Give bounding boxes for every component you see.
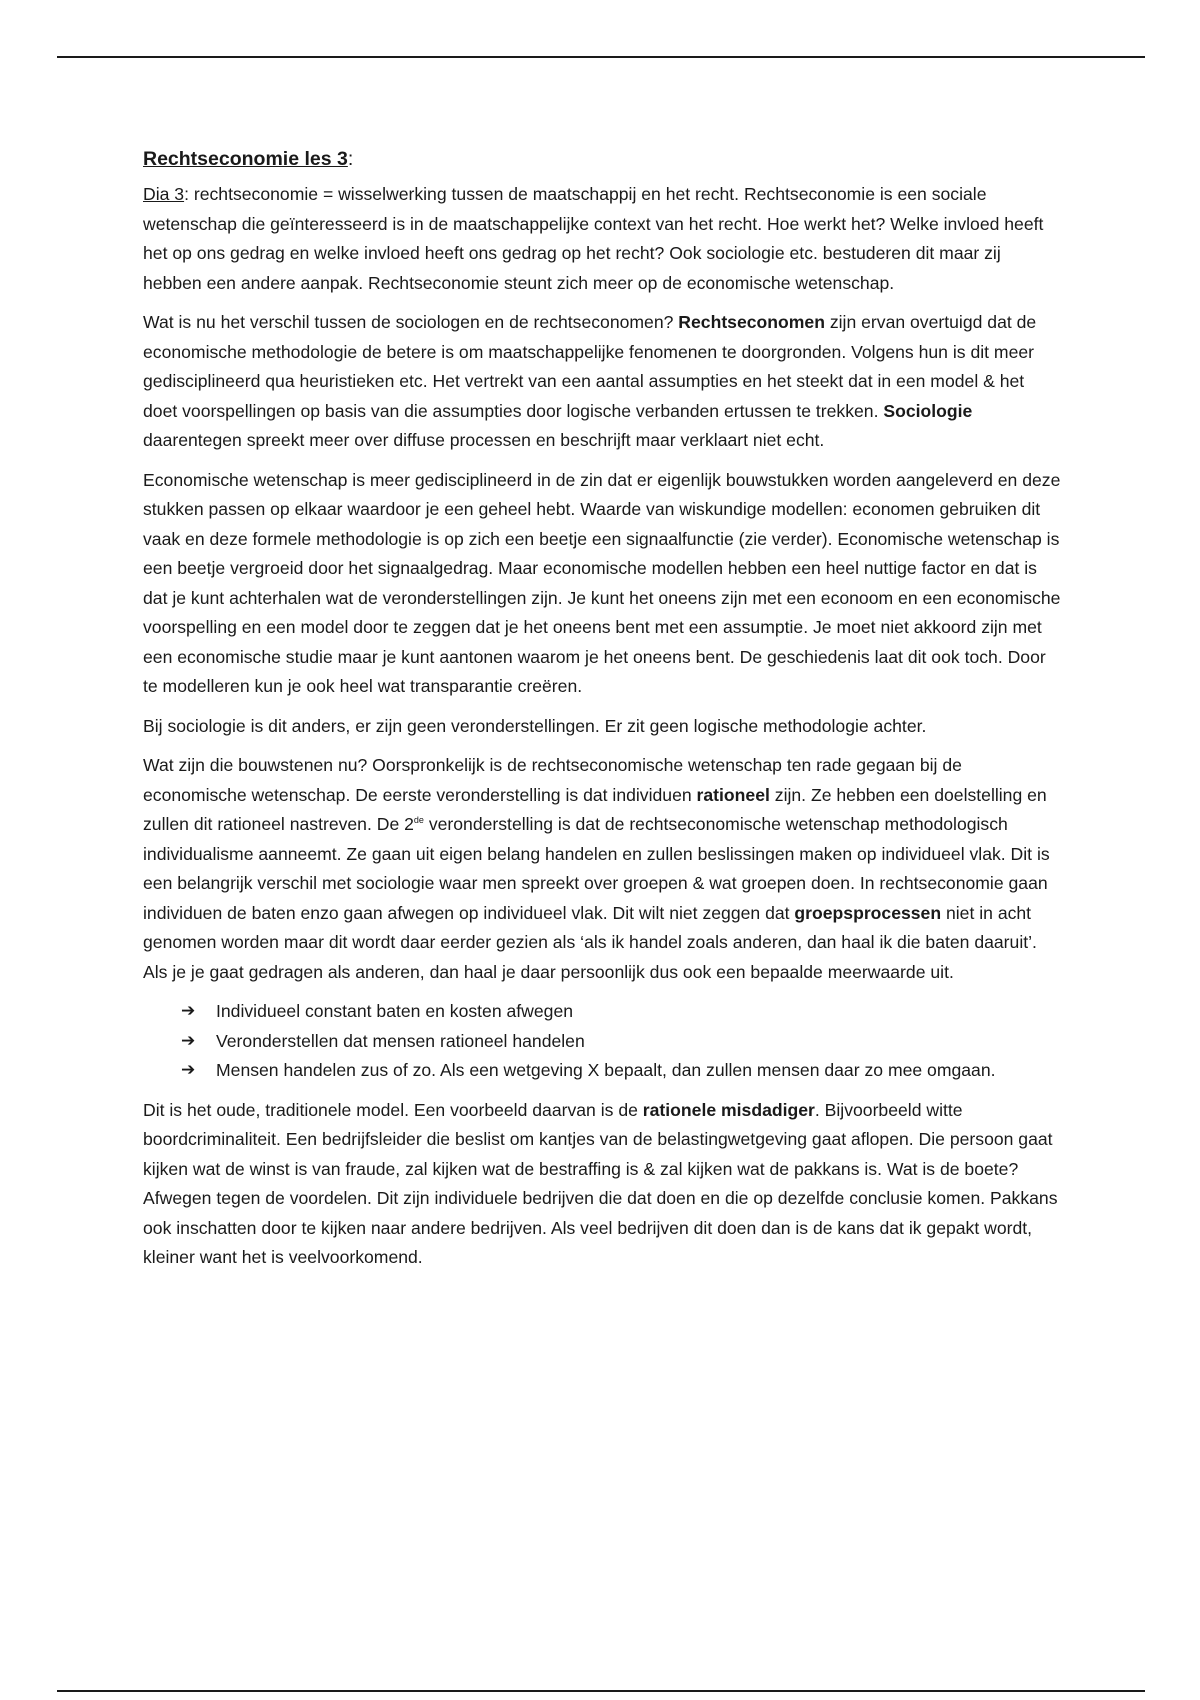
- paragraph-text: Wat zijn die bouwstenen nu? Oorspronkelijk is de rechtseconomische wetenschap ten rade gegaan bij de economische wetenschap. De eerste veronderstelling is dat individuen: [143, 755, 962, 805]
- list-item-text: Veronderstellen dat mensen rationeel handelen: [216, 1030, 585, 1051]
- paragraph-text: veronderstelling is dat de rechtseconomische wetenschap methodologisch individualisme aanneemt. Ze gaan uit eigen belang handelen en zullen beslissingen maken op individueel vlak. Dit is een belangrijk verschil met sociologie waar men spreekt over groepen & wat groepen doen. In rechtseconomie gaan individuen de baten enzo gaan afwegen op individueel vlak. Dit wilt niet zeggen dat: [143, 814, 1050, 923]
- bold-term-groepsprocessen: groepsprocessen: [794, 902, 942, 923]
- ordinal-superscript: de: [413, 815, 424, 825]
- paragraph-bouwstenen: [143, 751, 1063, 987]
- footer-rule: [57, 1690, 1145, 1692]
- paragraph-text: niet in acht genomen worden maar dit wordt daar eerder gezien als ‘als ik handel zoals anderen, dan haal ik die baten daaruit’. Als je je gaat gedragen als anderen, dan haal je daar persoonlijk dus ook een bepaalde meerwaarde uit.: [143, 902, 1037, 982]
- paragraph-text: zijn. Ze hebben een doelstelling en zullen dit rationeel nastreven. De 2: [143, 784, 1047, 834]
- slide-label: Dia 3: [143, 184, 185, 204]
- paragraph-text: zijn ervan overtuigd dat de economische methodologie de betere is om maatschappelijke fenomenen te doorgronden. Volgens hun is dit meer gedisciplineerd qua heuristieken etc. Het vertrekt van een aantal assumpties en het steekt dat in een model & het doet voorspellingen op basis van die assumpties door logische verbanden ertussen te trekken.: [143, 312, 1037, 421]
- paragraph-text: Dit is het oude, traditionele model. Een voorbeeld daarvan is de: [143, 1099, 643, 1120]
- paragraph-sociologie: Bij sociologie is dit anders, er zijn geen veronderstellingen. Er zit geen logische methodologie achter.: [143, 715, 927, 736]
- document-body: [143, 144, 1063, 1283]
- paragraph-text: daarentegen spreekt meer over diffuse processen en beschrijft maar verklaart niet echt.: [143, 430, 825, 450]
- list-item: [181, 997, 1063, 1027]
- header-rule: [57, 56, 1145, 58]
- list-item: [181, 1027, 1063, 1057]
- arrow-bullet-icon: ➔: [181, 1030, 196, 1051]
- paragraph-rechtseconomen: [143, 308, 1063, 456]
- bold-term-rechtseconomen: Rechtseconomen: [678, 312, 825, 332]
- bold-term-rationeel: rationeel: [696, 784, 770, 805]
- title-text: Rechtseconomie les 3: [143, 148, 348, 170]
- title-colon: :: [347, 148, 354, 170]
- list-item-text: Individueel constant baten en kosten afwegen: [216, 1001, 574, 1021]
- paragraph-text: Wat is nu het verschil tussen de sociologen en de rechtseconomen?: [143, 312, 679, 332]
- paragraph-rationele-misdadiger: [143, 1096, 1063, 1273]
- document-title: [143, 144, 1063, 174]
- bold-term-rationele-misdadiger: rationele misdadiger: [642, 1099, 815, 1120]
- list-item-text: Mensen handelen zus of zo. Als een wetgeving X bepaalt, dan zullen mensen daar zo mee omgaan.: [216, 1060, 996, 1080]
- list-item: [181, 1056, 1063, 1086]
- arrow-bullet-icon: ➔: [181, 1060, 196, 1080]
- paragraph-economische-wetenschap: Economische wetenschap is meer gedisciplineerd in de zin dat er eigenlijk bouwstukken worden aangeleverd en deze stukken passen op elkaar waardoor je een geheel hebt. Waarde van wiskundige modellen: economen gebruiken dit vaak en deze formele methodologie is op zich een beetje een signaalfunctie (zie verder). Economische wetenschap is een beetje vergroeid door het signaalgedrag. Maar economische modellen hebben een heel nuttige factor en dat is dat je kunt achterhalen wat de veronderstellingen zijn. Je kunt het oneens zijn met een econoom en een economische voorspelling en een model door te zeggen dat je het oneens bent met een assumptie. Je moet niet akkoord zijn met een economische studie maar je kunt aantonen waarom je het oneens bent. De geschiedenis laat dit ook toch. Door te modelleren kun je ook heel wat transparantie creëren.: [143, 469, 1061, 696]
- paragraph-dia-3: [143, 180, 1063, 298]
- arrow-bullet-icon: ➔: [181, 1001, 196, 1021]
- paragraph-text: : rechtseconomie = wisselwerking tussen de maatschappij en het recht. Rechtseconomie is een sociale wetenschap die geïnteresseerd is in de maatschappelijke context van het recht. Hoe werkt het? Welke invloed heeft het op ons gedrag en welke invloed heeft ons gedrag op het recht? Ook sociologie etc. bestuderen dit maar zij hebben een andere aanpak. Rechtseconomie steunt zich meer op de economische wetenschap.: [143, 184, 1044, 293]
- bold-term-sociologie: Sociologie: [883, 400, 973, 421]
- arrow-bullet-list: [143, 997, 1063, 1086]
- paragraph-text: . Bijvoorbeeld witte boordcriminaliteit. Een bedrijfsleider die beslist om kantjes van de belastingwetgeving gaat aflopen. Die persoon gaat kijken wat de winst is van fraude, zal kijken wat de bestraffing is & zal kijken wat de pakkans is. Wat is de boete? Afwegen tegen de voordelen. Dit zijn individuele bedrijven die dat doen en die op dezelfde conclusie komen. Pakkans ook inschatten door te kijken naar andere bedrijven. Als veel bedrijven dit doen dan is de kans dat ik gepakt wordt, kleiner want het is veelvoorkomend.: [143, 1099, 1058, 1267]
